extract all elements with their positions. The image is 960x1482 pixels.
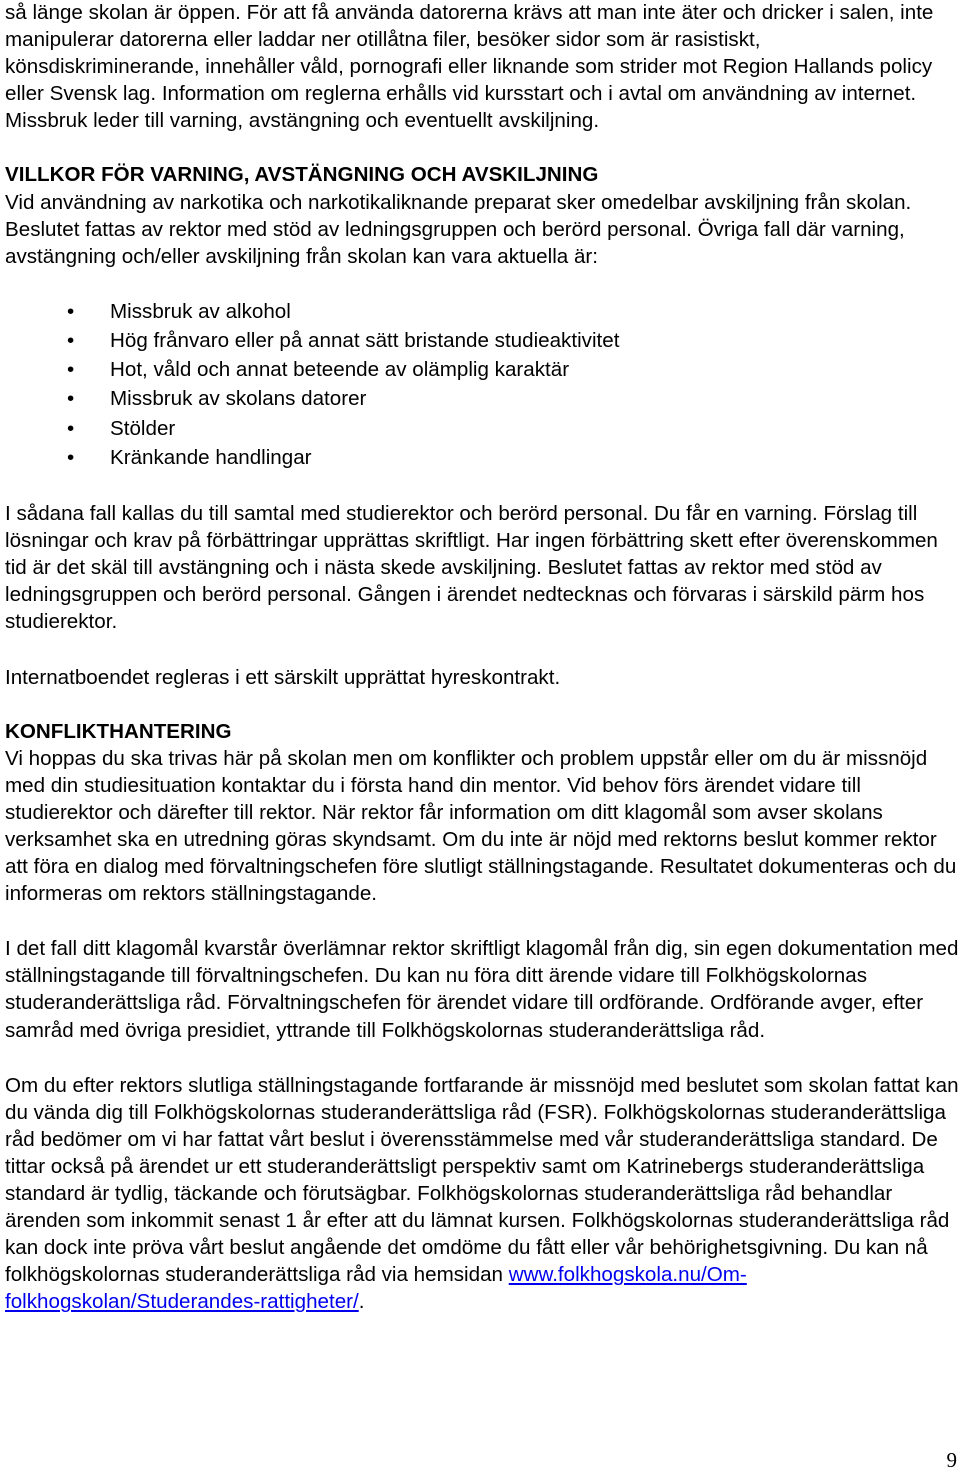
document-page bbox=[5, 0, 960, 1316]
list-item bbox=[5, 355, 960, 384]
konflikt-paragraph-3-text: Om du efter rektors slutliga ställningstagande fortfarande är missnöjd med beslutet som skolan fattat kan du vända dig till Folkhögskolornas studeranderättsliga råd (FSR). Folkhögskolornas studeranderättsliga råd bedömer om vi har fattat vårt beslut i överensstämmelse med vår studeranderättsliga standard. De tittar också på ärendet ur ett studeranderättsligt perspektiv samt om Katrinebergs studeranderättsliga standard är tydlig, täckande och förutsägbar. Folkhögskolornas studeranderättsliga råd behandlar ärenden som inkommit senast 1 år efter att du lämnat kursen. Folkhögskolornas studeranderättsliga råd kan dock inte pröva vårt beslut angående det omdöme du fått eller vår behörighetsgivning. Du kan nå folkhögskolornas studeranderättsliga råd via hemsidan bbox=[5, 1073, 959, 1287]
bullet-icon: • bbox=[67, 299, 75, 323]
link-trailing-period: . bbox=[358, 1290, 365, 1314]
consequence-paragraph: I sådana fall kallas du till samtal med studierektor och berörd personal. Du får en varning. Förslag till lösningar och krav på förbättringar upprättas skriftligt. Har ingen förbättring skett efter överenskommen tid är det skäl till avstängning och i nästa skede avskiljning. Beslutet fattas av rektor med stöd av ledningsgruppen och berörd personal. Gången i ärendet nedtecknas och förvaras i särskild pärm hos studierektor. bbox=[5, 502, 938, 634]
list-item bbox=[5, 326, 960, 355]
list-item-text: Missbruk av skolans datorer bbox=[110, 387, 367, 411]
intro-paragraph: så länge skolan är öppen. För att få använda datorerna krävs att man inte äter och dricker i salen, inte manipulerar datorerna eller laddar ner otillåtna filer, besöker sidor som är rasistiskt, könsdiskriminerande, innehåller våld, pornografi eller liknande som strider mot Region Hallands policy eller Svensk lag. Information om reglerna erhålls vid kursstart och i avtal om användning av internet. Missbruk leder till varning, avstängning och eventuellt avskiljning. bbox=[5, 1, 934, 133]
boarding-paragraph: Internatboendet regleras i ett särskilt upprättat hyreskontrakt. bbox=[5, 665, 561, 689]
konflikt-section bbox=[5, 718, 960, 1316]
konflikt-paragraph-2: I det fall ditt klagomål kvarstår överlämnar rektor skriftligt klagomål från dig, sin egen dokumentation med ställningstagande till förvaltningschefen. Du kan nu föra ditt ärende vidare till Folkhögskolornas studeranderättsliga råd. Förvaltningschefen för ärendet vidare till ordförande. Ordförande avger, efter samråd med övriga presidiet, yttrande till Folkhögskolornas studeranderättsliga råd. bbox=[5, 937, 959, 1042]
list-item-text: Hög frånvaro eller på annat sätt bristande studieaktivitet bbox=[110, 329, 620, 353]
bullet-icon: • bbox=[67, 387, 75, 411]
bullet-icon: • bbox=[67, 445, 75, 469]
list-item-text: Missbruk av alkohol bbox=[110, 299, 291, 323]
list-item-text: Stölder bbox=[110, 416, 176, 440]
list-item bbox=[5, 297, 960, 326]
konflikt-heading: KONFLIKTHANTERING bbox=[5, 719, 232, 743]
list-item bbox=[5, 414, 960, 443]
list-item-text: Hot, våld och annat beteende av olämplig karaktär bbox=[110, 358, 570, 382]
villkor-paragraph: Vid användning av narkotika och narkotikaliknande preparat sker omedelbar avskiljning från skolan. Beslutet fattas av rektor med stöd av ledningsgruppen och berörd personal. Övriga fall där varning, avstängning och/eller avskiljning från skolan kan vara aktuella är: bbox=[5, 190, 912, 268]
bullet-icon: • bbox=[67, 358, 75, 382]
page-number: 9 bbox=[946, 1448, 957, 1472]
violation-list bbox=[5, 297, 960, 472]
bullet-icon: • bbox=[67, 416, 75, 440]
fsr-website-link[interactable]: www.folkhogskola.nu/Om-folkhogskolan/Studerandes-rattigheter/ bbox=[5, 1263, 747, 1314]
list-item-text: Kränkande handlingar bbox=[110, 445, 312, 469]
villkor-heading: VILLKOR FÖR VARNING, AVSTÄNGNING OCH AVSKILJNING bbox=[5, 163, 599, 187]
konflikt-paragraph-1: Vi hoppas du ska trivas här på skolan men om konflikter och problem uppstår eller om du är missnöjd med din studiesituation kontaktar du i första hand din mentor. Vid behov förs ärendet vidare till studierektor och därefter till rektor. När rektor får information om ditt klagomål som avser skolans verksamhet ska en utredning göras skyndsamt. Om du inte är nöjd med rektorns beslut kommer rektor att föra en dialog med förvaltningschefen före slutligt ställningstagande. Resultatet dokumenteras och du informeras om rektors ställningstagande. bbox=[5, 746, 957, 906]
villkor-section bbox=[5, 161, 960, 690]
list-item bbox=[5, 443, 960, 472]
bullet-icon: • bbox=[67, 329, 75, 353]
konflikt-paragraph-3 bbox=[5, 1072, 960, 1316]
list-item bbox=[5, 384, 960, 413]
